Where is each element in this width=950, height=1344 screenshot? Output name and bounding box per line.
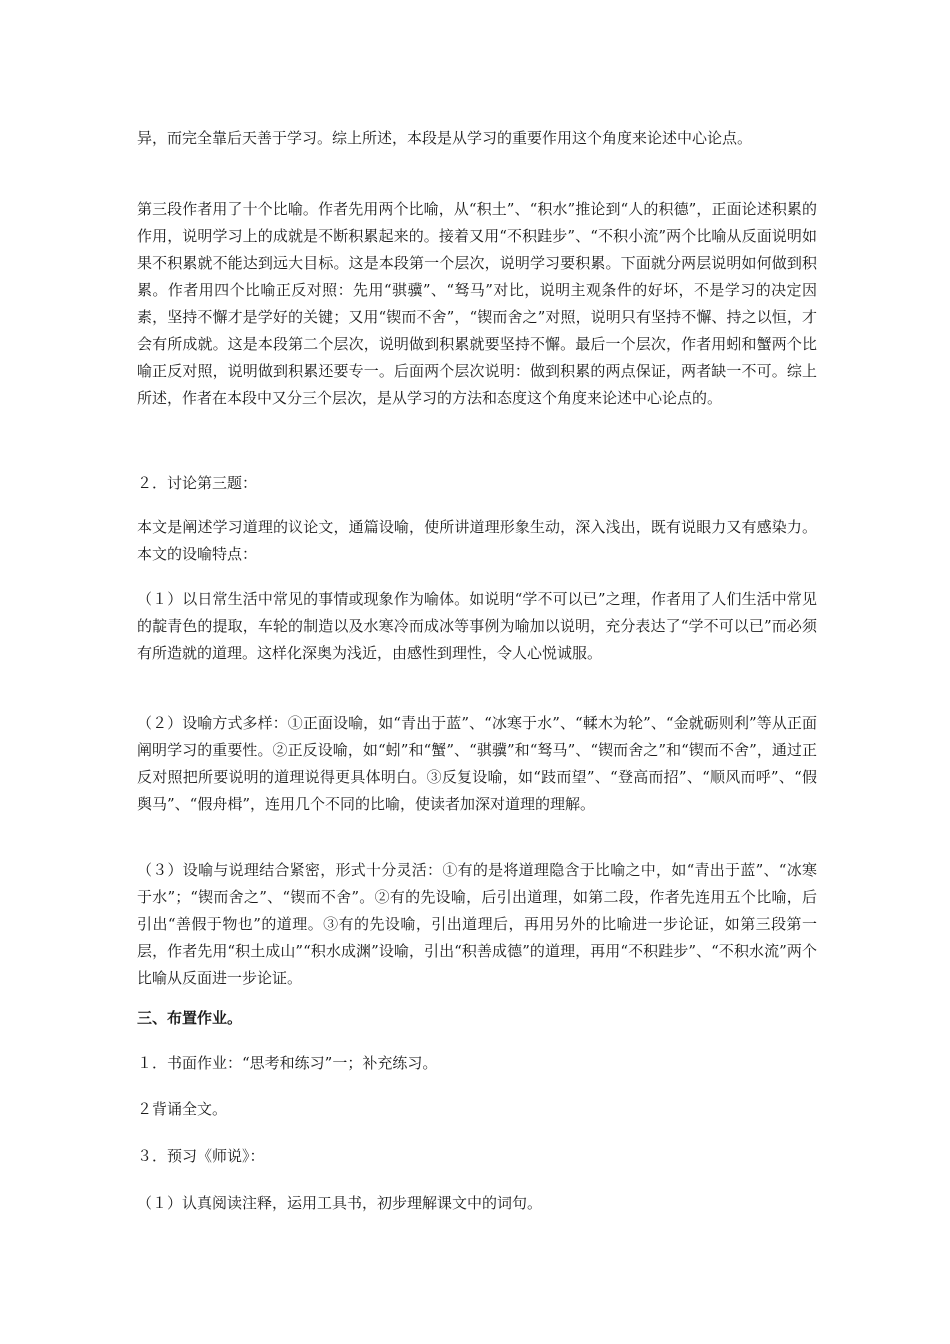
section-heading-homework: 三、布置作业。 [137, 1009, 243, 1027]
paragraph-metaphor-point-1: （１）以日常生活中常见的事情或现象作为喻体。如说明“学不可以已”之理，作者用了人们生活中常见的靛青色的提取，车轮的制造以及水寒冷而成冰等事例为喻加以说明，充分表达了“学不可以已”而必须有所造就的道理。这样化深奥为浅近，由感性到理性，令人心悦诚服。 [137, 590, 817, 662]
homework-item-3: ３．预习《师说》： [137, 1147, 265, 1165]
paragraph-metaphor-point-3: （３）设喻与说理结合紧密，形式十分灵活：①有的是将道理隐含于比喻之中，如“青出于蓝”、“冰寒于水”；“锲而舍之”、“锲而不舍”。②有的先设喻，后引出道理，如第二段，作者先连用五个比喻，后引出“善假于物也”的道理。③有的先设喻，引出道理后，再用另外的比喻进一步论证，如第三段第一层，作者先用“积土成山”“积水成渊”设喻，引出“积善成德”的道理，再用“不积跬步”、“不积水流”两个比喻从反面进一步论证。 [137, 861, 817, 987]
homework-item-2: ２背诵全文。 [137, 1100, 228, 1118]
paragraph-learning-importance-summary: 异，而完全靠后天善于学习。综上所述，本段是从学习的重要作用这个角度来论述中心论点。 [137, 129, 753, 147]
paragraph-metaphor-point-2: （２）设喻方式多样：①正面设喻，如“青出于蓝”、“冰寒于水”、“輮木为轮”、“金就砺则利”等从正面阐明学习的重要性。②正反设喻，如“蚓”和“蟹”、“骐骥”和“驽马”、“锲而舍之”和“锲而不舍”，通过正反对照把所要说明的道理说得更具体明白。③反复设喻，如“跂而望”、“登高而招”、“顺风而呼”、“假舆马”、“假舟楫”，连用几个不同的比喻，使读者加深对道理的理解。 [137, 714, 817, 813]
heading-discussion-question-three: ２．讨论第三题： [137, 474, 258, 492]
paragraph-metaphor-overview: 本文是阐述学习道理的议论文，通篇设喻，使所讲道理形象生动，深入浅出，既有说眼力又有感染力。本文的设喻特点： [137, 518, 817, 563]
paragraph-third-section-analysis: 第三段作者用了十个比喻。作者先用两个比喻，从“积土”、“积水”推论到“人的积德”，正面论述积累的作用，说明学习上的成就是不断积累起来的。接着又用“不积跬步”、“不积小流”两个比喻从反面说明如果不积累就不能达到远大目标。这是本段第一个层次，说明学习要积累。下面就分两层说明如何做到积累。作者用四个比喻正反对照：先用“骐骥”、“驽马”对比，说明主观条件的好坏，不是学习的决定因素，坚持不懈才是学好的关键；又用“锲而不舍”，“锲而舍之”对照，说明只有坚持不懈、持之以恒，才会有所成就。这是本段第二个层次，说明做到积累就要坚持不懈。最后一个层次，作者用蚓和蟹两个比喻正反对照，说明做到积累还要专一。后面两个层次说明：做到积累的两点保证，两者缺一不可。综上所述，作者在本段中又分三个层次，是从学习的方法和态度这个角度来论述中心论点的。 [137, 200, 817, 407]
homework-item-1: １．书面作业：“思考和练习”一；补充练习。 [137, 1054, 438, 1072]
homework-subitem-1: （１）认真阅读注释，运用工具书，初步理解课文中的词句。 [137, 1194, 543, 1212]
